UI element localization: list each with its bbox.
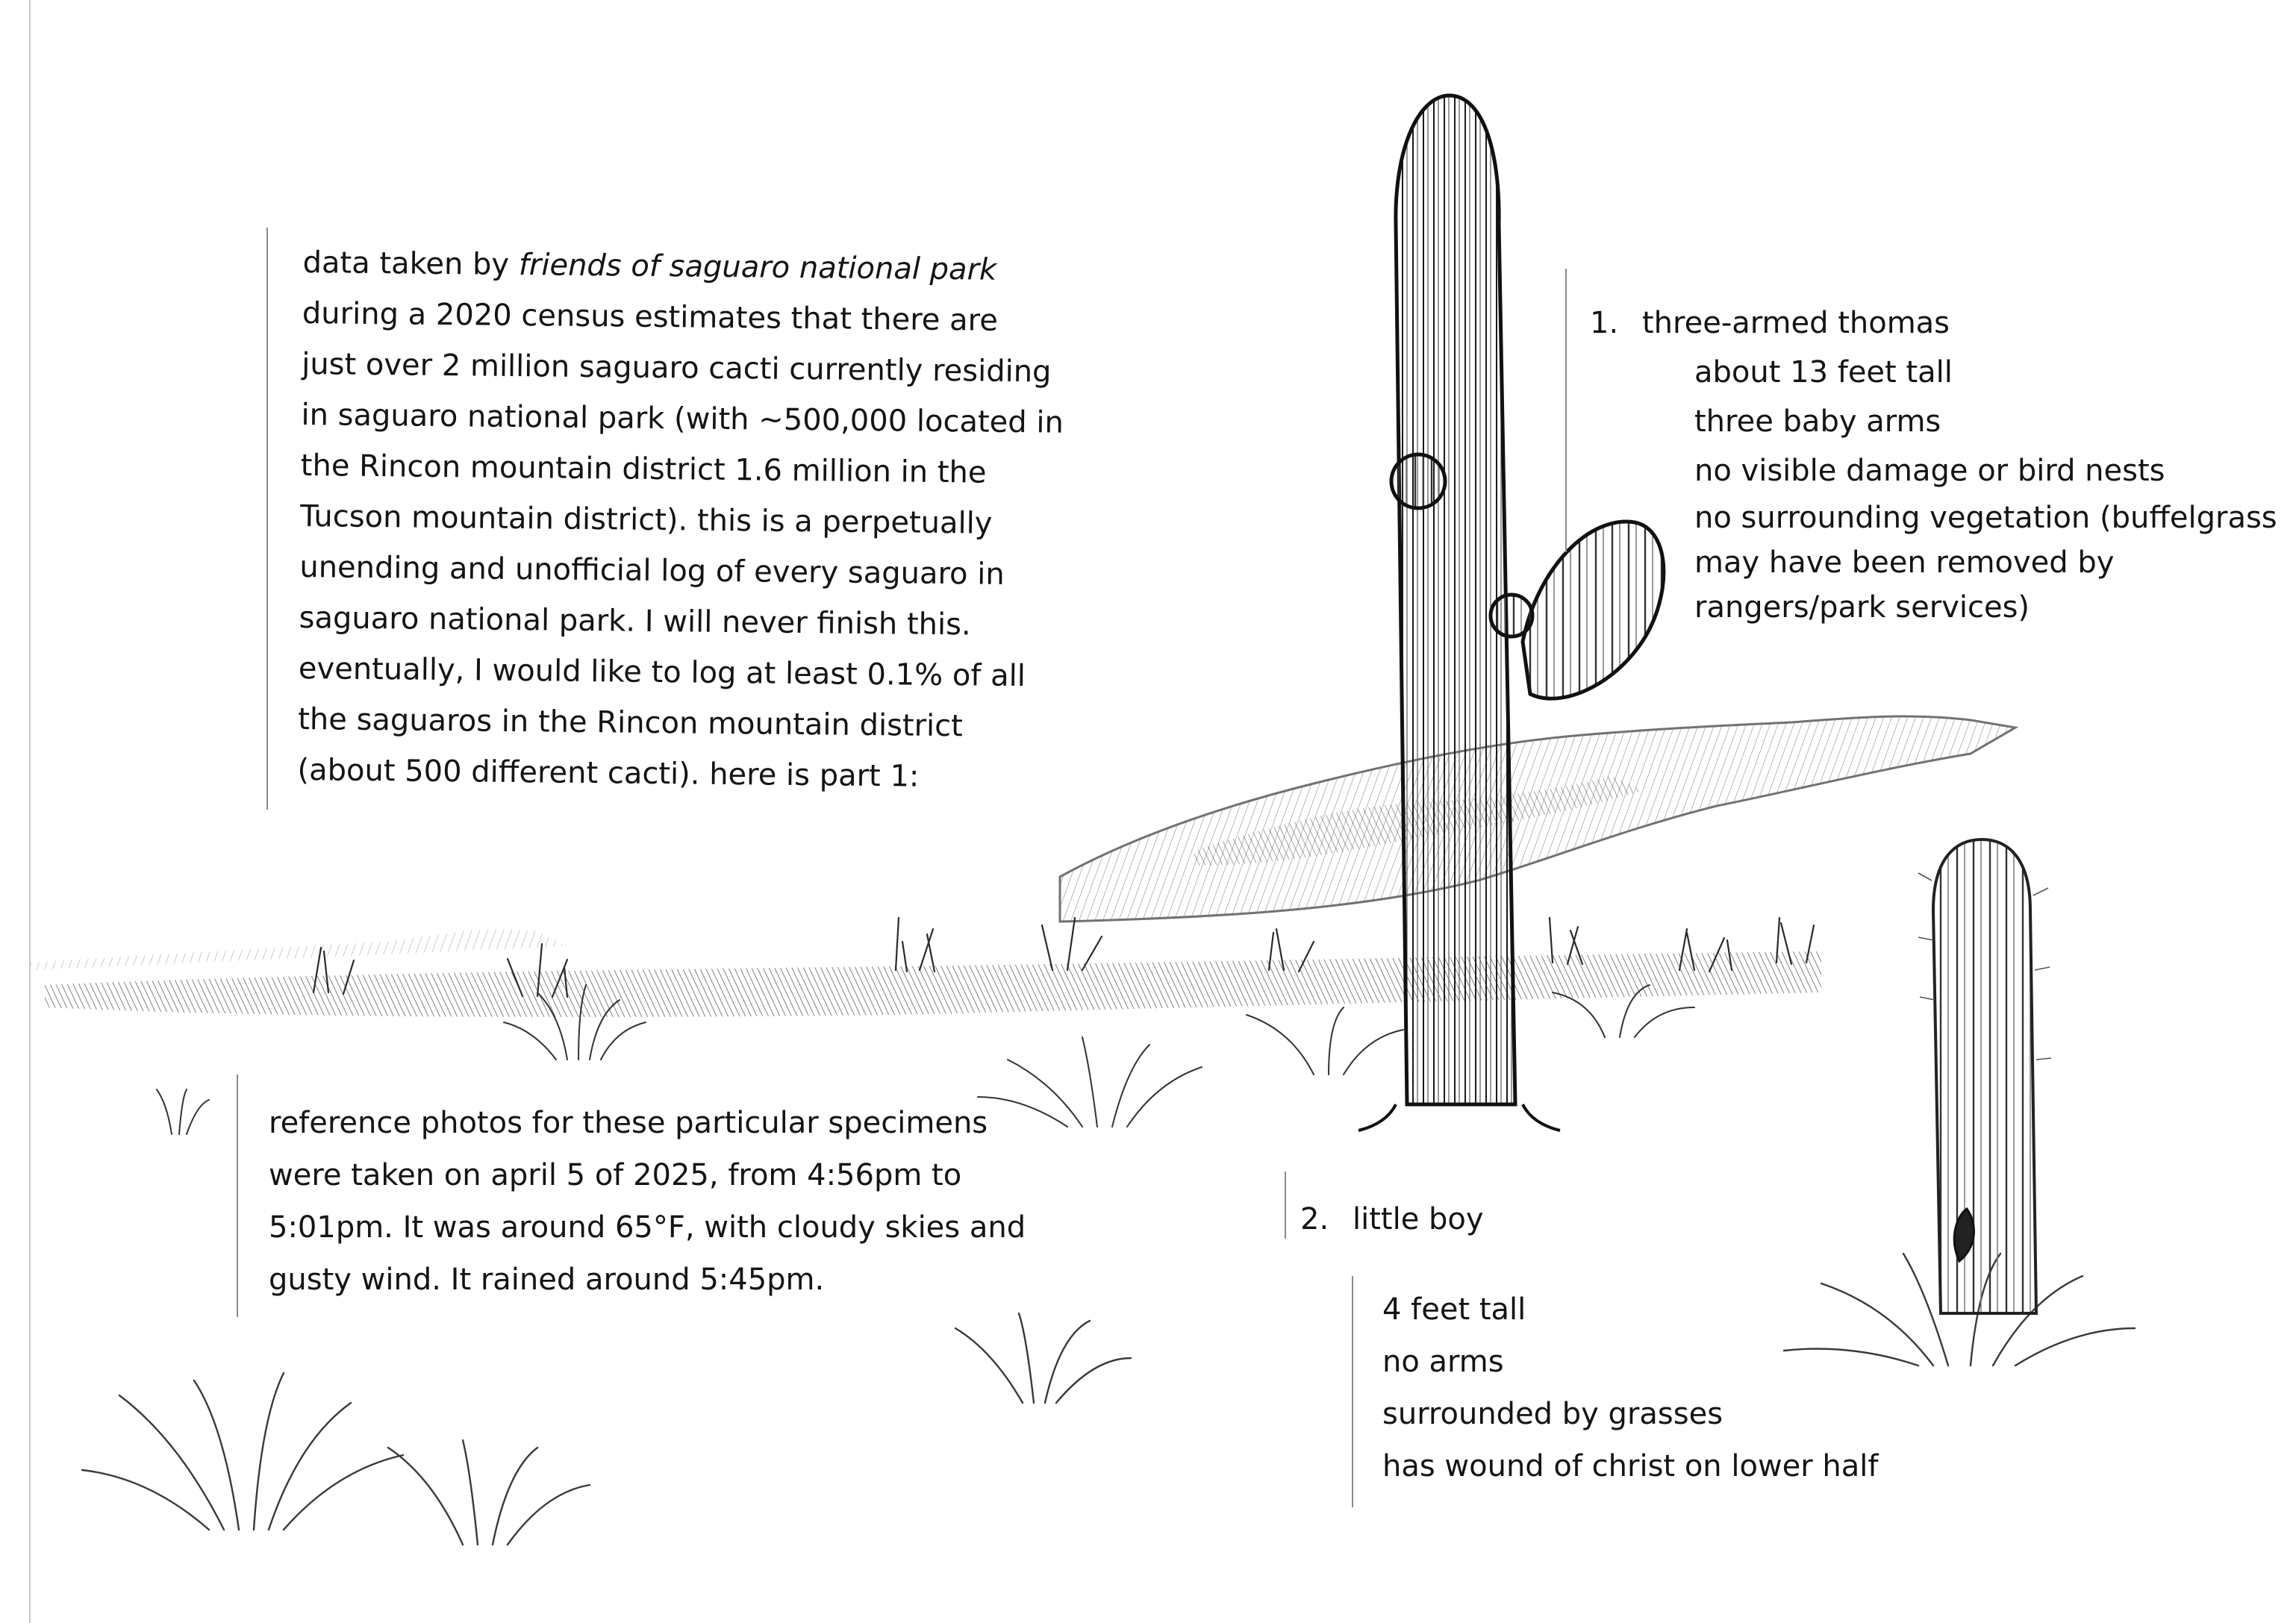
intro-line: the Rincon mountain district 1.6 million in the	[300, 448, 987, 490]
intro-line	[302, 237, 1065, 296]
saguaro-little-boy	[1918, 839, 2051, 1313]
specimen-1-detail: no visible damage or bird nests	[1694, 454, 2165, 488]
reference-line: gusty wind. It rained around 5:45pm.	[269, 1263, 825, 1297]
intro-paragraph	[297, 237, 1065, 804]
specimen-2-detail: 4 feet tall	[1382, 1292, 1526, 1327]
specimen-1-notes	[1590, 298, 2277, 630]
intro-line: unending and unofficial log of every saguaro in	[299, 549, 1005, 592]
intro-line-prefix: data taken by	[302, 245, 520, 283]
specimen-2-detail: no arms	[1382, 1345, 1504, 1379]
specimen-1-detail: no surrounding vegetation (buffelgrass	[1694, 501, 2277, 535]
specimen-1-detail: three baby arms	[1694, 404, 1941, 439]
specimen-1-detail: may have been removed by	[1694, 545, 2115, 580]
specimen-1-heading	[1590, 298, 2277, 348]
specimen-1-detail: about 13 feet tall	[1694, 355, 1953, 390]
specimen-2-name: little boy	[1353, 1202, 1484, 1236]
specimen-2-detail: surrounded by grasses	[1382, 1397, 1723, 1431]
reference-photos-paragraph	[269, 1097, 1026, 1306]
specimen-2-heading-line	[1300, 1194, 1484, 1245]
intro-line: Tucson mountain district). this is a perpetually	[299, 498, 993, 541]
intro-line: saguaro national park. I will never finish this.	[299, 600, 971, 642]
specimen-2-number: 2.	[1300, 1202, 1329, 1236]
reference-line: reference photos for these particular specimens	[269, 1106, 988, 1140]
specimen-2-detail: has wound of christ on lower half	[1382, 1449, 1879, 1483]
intro-line: eventually, I would like to log at least 0.1% of all	[298, 651, 1026, 694]
park-organization-name: friends of saguaro national park	[518, 248, 997, 287]
reference-line: were taken on april 5 of 2025, from 4:56pm to	[269, 1158, 962, 1192]
left-hill	[30, 929, 567, 970]
reference-line: 5:01pm. It was around 65°F, with cloudy skies and	[269, 1210, 1026, 1245]
specimen-2-notes	[1382, 1283, 1879, 1492]
mountain-ridge	[1060, 716, 2015, 922]
specimen-1-detail: rangers/park services)	[1694, 590, 2030, 625]
specimen-2-heading	[1300, 1194, 1484, 1245]
specimen-1-number: 1.	[1590, 306, 1619, 340]
intro-line: during a 2020 census estimates that there are	[302, 295, 999, 338]
intro-line: in saguaro national park (with ~500,000 located in	[301, 397, 1064, 440]
intro-line: just over 2 million saguaro cacti currently residing	[301, 346, 1052, 390]
specimen-1-name: three-armed thomas	[1642, 306, 1950, 340]
intro-line: the saguaros in the Rincon mountain district	[297, 701, 964, 744]
intro-line: (about 500 different cacti). here is part 1:	[297, 752, 920, 794]
